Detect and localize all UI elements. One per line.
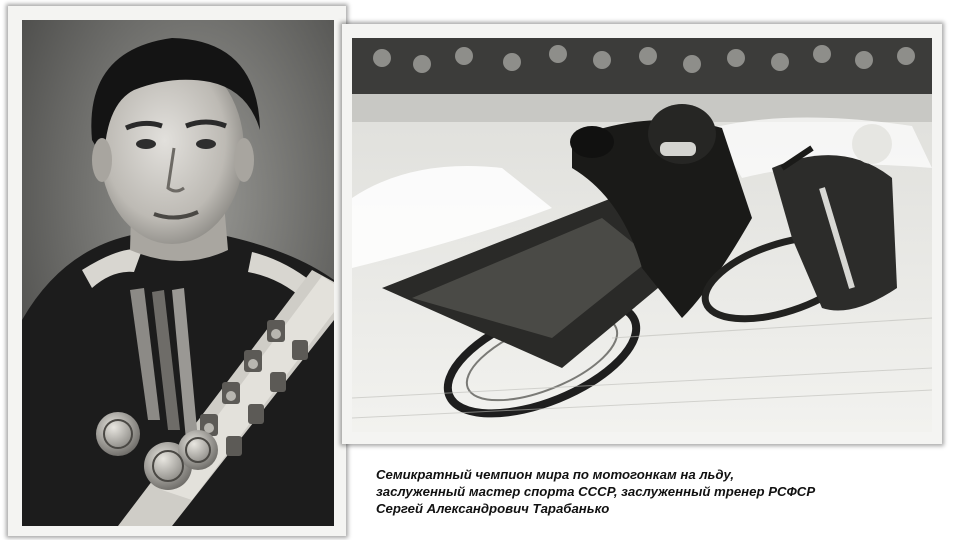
photo-caption [376, 466, 936, 517]
portrait-photo [22, 20, 334, 526]
caption-line-1: Семикратный чемпион мира по мотогонкам на льду, [376, 467, 735, 482]
ice-racing-photo-frame [342, 24, 942, 444]
caption-line-2: заслуженный мастер спорта СССР, заслуженный тренер РСФСР [376, 484, 816, 499]
caption-line-3: Сергей Александрович Тарабанько [376, 501, 610, 516]
portrait-photo-frame [8, 6, 346, 536]
ice-racing-photo [352, 38, 932, 432]
